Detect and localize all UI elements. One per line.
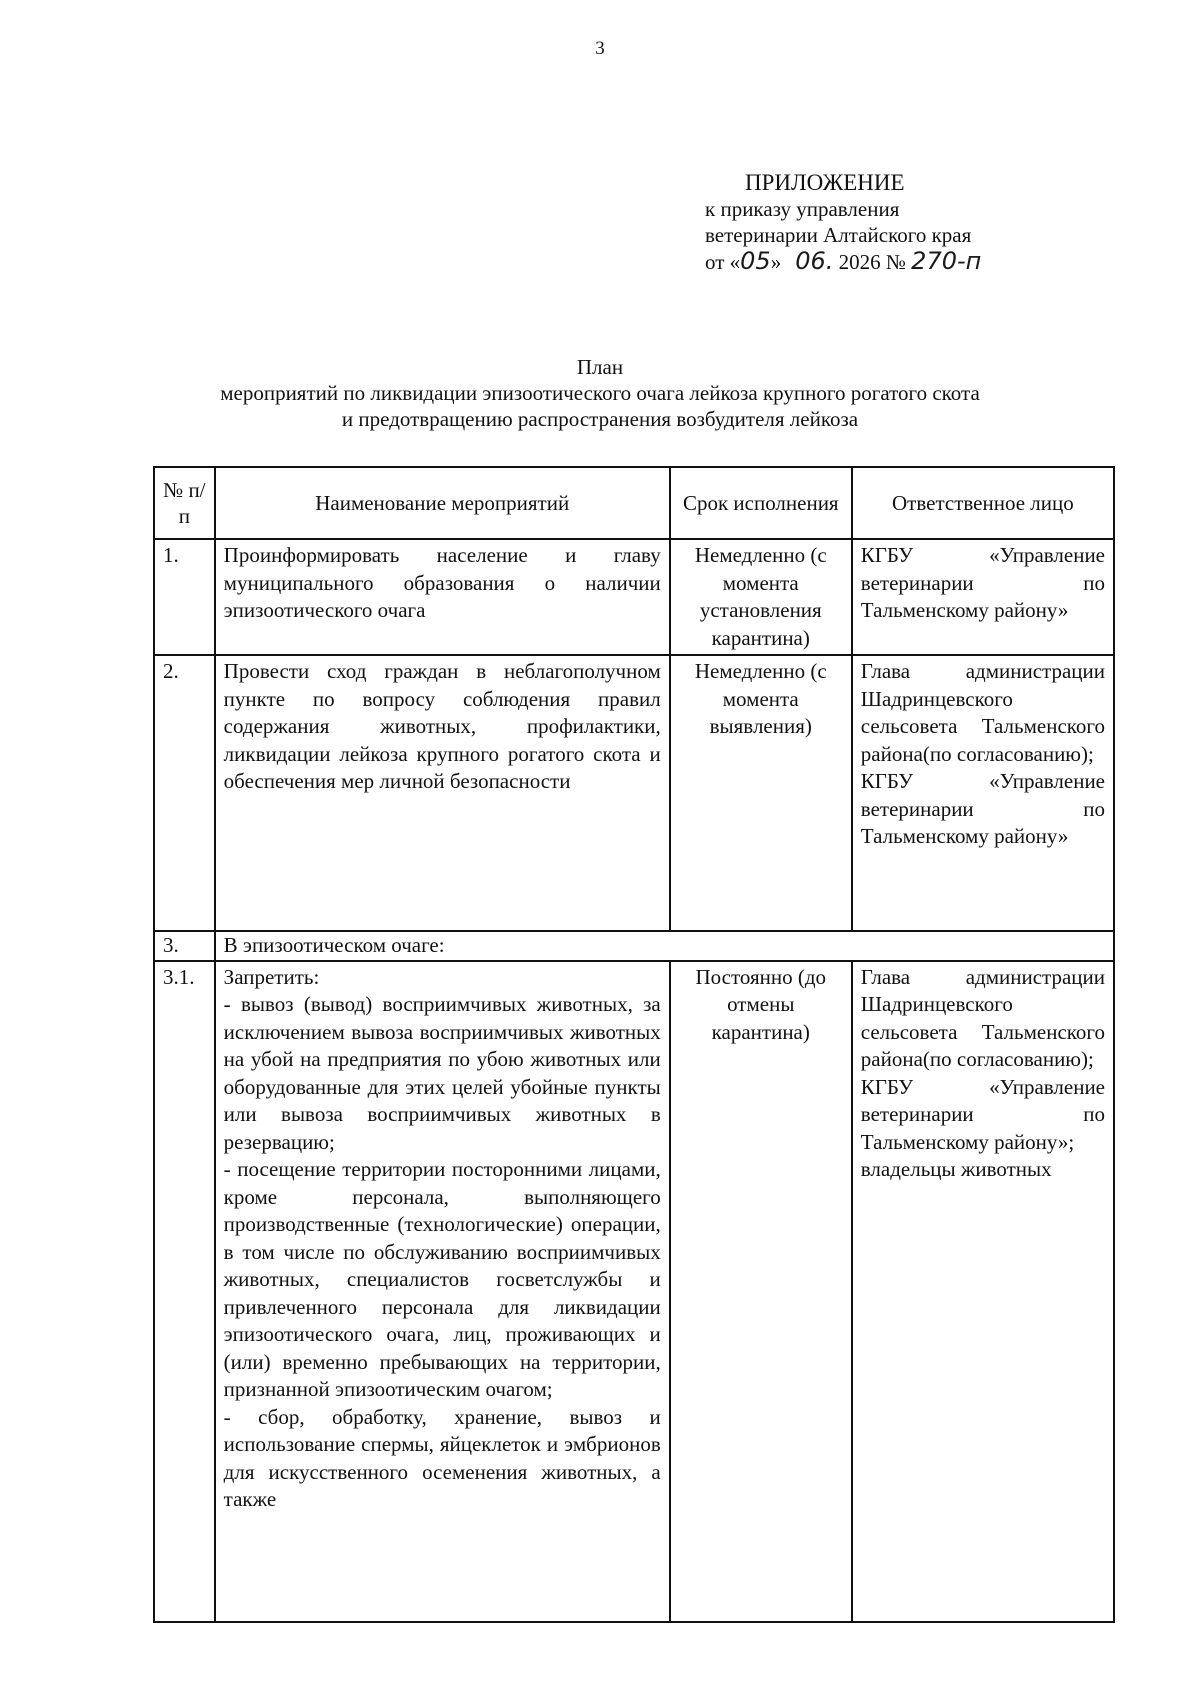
table-row xyxy=(154,931,1114,961)
row-term: Немедленно (с момента выявления) xyxy=(670,655,852,931)
row-measure: Провести сход граждан в неблагополучном пункте по вопросу соблюдения правил содержания животных, профилактики, ликвидации лейкоза крупного рогатого скота и обеспечения мер личной безопасности xyxy=(215,655,670,931)
row-num: 2. xyxy=(154,655,215,931)
page-number: 3 xyxy=(595,38,605,59)
header-num: № п/п xyxy=(154,467,215,539)
table-header-row xyxy=(154,467,1114,539)
responsible-3: владельцы животных xyxy=(860,1157,1052,1181)
measure-item-3: - сбор, обработку, хранение, вывоз и использование спермы, яйцеклеток и эмбрионов для искусственного осеменения животных, а также xyxy=(223,1404,661,1511)
row-num: 3. xyxy=(154,931,215,961)
row-term: Постоянно (до отмены карантина) xyxy=(670,961,852,1622)
appendix-order-line: к приказу управления xyxy=(705,197,900,221)
responsible-2: КГБУ «Управление ветеринарии по Тальменскому району»; xyxy=(860,1074,1105,1154)
responsible-1: Глава администрации Шадринцевского сельсовета Тальменского района(по согласованию); xyxy=(860,659,1105,766)
year-number-label: 2026 № xyxy=(838,250,906,274)
appendix-date-line xyxy=(705,248,981,275)
date-prefix: от « xyxy=(705,250,741,274)
header-responsible: Ответственное лицо xyxy=(852,467,1114,539)
document-title xyxy=(0,354,1200,432)
measure-item-2: - посещение территории посторонними лицами, кроме персонала, выполняющего производственные (технологические) операции, в том числе по обслуживанию восприимчивых животных, специалистов госветслужбы и привлеченного персонала для ликвидации эпизоотического очага, лиц, проживающих и (или) временно пребывающих на территории, признанной эпизоотическим очагом; xyxy=(223,1157,661,1401)
row-responsible xyxy=(852,655,1114,931)
table-row xyxy=(154,961,1114,1622)
measure-item-1: - вывоз (вывод) восприимчивых животных, за исключением вывоза восприимчивых животных на убой на предприятия по убою животных или оборудованные для этих целей убойные пункты или вывоза восприимчивых животных в резервацию; xyxy=(223,992,661,1154)
row-num: 3.1. xyxy=(154,961,215,1622)
appendix-authority-line: ветеринарии Алтайского края xyxy=(705,223,972,247)
title-line-2: мероприятий по ликвидации эпизоотического очага лейкоза крупного рогатого скота xyxy=(220,381,980,405)
handwritten-month: 06. xyxy=(795,247,834,275)
handwritten-day: 05 xyxy=(740,247,771,275)
appendix-block xyxy=(705,170,981,275)
responsible-1: Глава администрации Шадринцевского сельсовета Тальменского района(по согласованию); xyxy=(860,964,1105,1071)
measure-intro: Запретить: xyxy=(223,964,320,989)
header-name: Наименование мероприятий xyxy=(215,467,670,539)
responsible-2: КГБУ «Управление ветеринарии по Тальменскому району» xyxy=(860,769,1105,848)
measures-table xyxy=(153,466,1115,1623)
appendix-title: ПРИЛОЖЕНИЕ xyxy=(745,170,905,195)
row-num: 1. xyxy=(154,539,215,655)
row-section-heading: В эпизоотическом очаге: xyxy=(215,931,1114,961)
header-term: Срок исполнения xyxy=(670,467,852,539)
row-term: Немедленно (с момента установления карантина) xyxy=(670,539,852,655)
table-row xyxy=(154,655,1114,931)
table-row xyxy=(154,539,1114,655)
title-line-3: и предотвращению распространения возбудителя лейкоза xyxy=(341,407,859,431)
date-mid: » xyxy=(770,250,782,274)
title-line-1: План xyxy=(576,355,624,379)
row-responsible xyxy=(852,961,1114,1622)
handwritten-order-number: 270-п xyxy=(911,247,982,275)
row-measure xyxy=(215,961,670,1622)
row-measure: Проинформировать население и главу муниципального образования о наличии эпизоотического очага xyxy=(215,539,670,655)
row-responsible: КГБУ «Управление ветеринарии по Тальменскому району» xyxy=(852,539,1114,655)
